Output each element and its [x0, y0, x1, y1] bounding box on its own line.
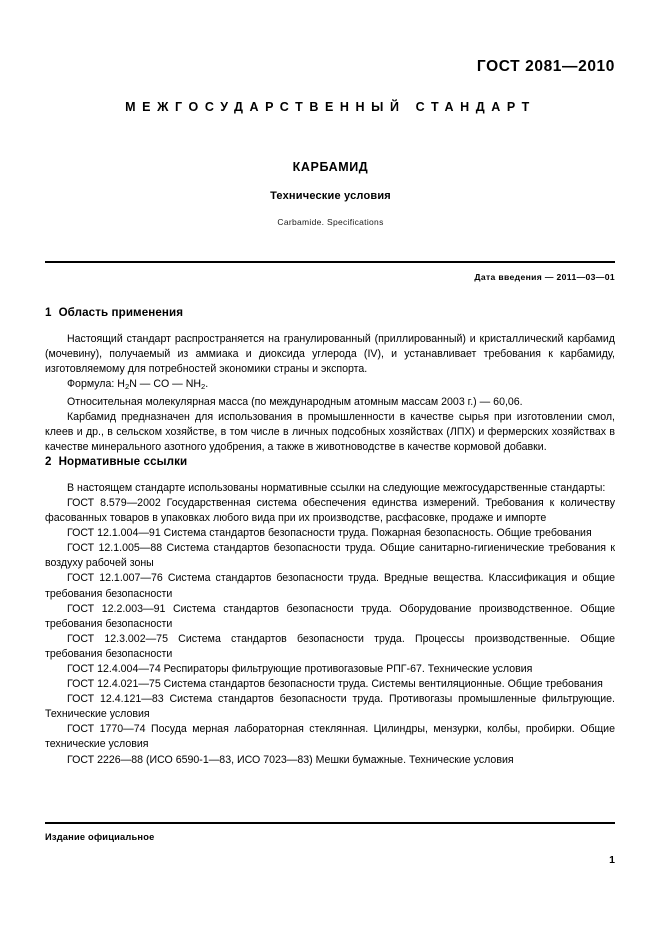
page-subtitle: Технические условия — [270, 190, 391, 202]
section-1-number: 1 — [45, 306, 52, 319]
section-2-heading — [45, 455, 615, 468]
formula-line — [45, 377, 615, 394]
section-2-number: 2 — [45, 454, 52, 468]
edition-note: Издание официальное — [45, 832, 155, 842]
reference-item: ГОСТ 1770—74 Посуда мерная лабораторная стеклянная. Цилиндры, мензурки, колбы, пробирки. Общие технические условия — [45, 723, 615, 751]
section-1-heading — [45, 306, 615, 319]
page-title: КАРБАМИД — [292, 160, 369, 174]
page-title-english: Carbamide. Specifications — [277, 217, 384, 227]
section-2-title: Нормативные ссылки — [58, 454, 188, 468]
reference-item: ГОСТ 2226—88 (ИСО 6590-1—83, ИСО 7023—83) Мешки бумажные. Технические условия — [67, 753, 514, 766]
section-1-paragraph-3: Карбамид предназначен для использования в промышленности в качестве сырья при изготовлении смол, клеев и др., в сельском хозяйстве, в том числе в личных подсобных хозяйствах (ЛПХ) и фермерских хозяйствах в качестве минерального азотного удобрения, а также в животноводстве в качестве кормовой добавки. — [45, 410, 615, 453]
divider-bottom — [45, 822, 615, 824]
page-number: 1 — [609, 854, 615, 866]
section-1-paragraph-1: Настоящий стандарт распространяется на гранулированный (приллированный) и кристаллический карбамид (мочевину), получаемый из аммиака и диоксида углерода (IV), и устанавливает требования к карбамиду, изготовляемому для потребностей экономики страны и экспорта. — [45, 333, 615, 376]
reference-item: ГОСТ 12.1.005—88 Система стандартов безопасности труда. Общие санитарно-гигиенические требования к воздуху рабочей зоны — [45, 542, 615, 570]
section-1-title: Область применения — [58, 306, 184, 319]
reference-item: ГОСТ 12.1.007—76 Система стандартов безопасности труда. Вредные вещества. Классификация и общие требования безопасности — [45, 572, 615, 600]
document-number: ГОСТ 2081—2010 — [476, 58, 615, 75]
reference-item: ГОСТ 12.4.021—75 Система стандартов безопасности труда. Системы вентиляционные. Общие требования — [67, 678, 603, 691]
reference-item: ГОСТ 12.4.004—74 Респираторы фильтрующие противогазовые РПГ-67. Технические условия — [67, 663, 533, 675]
formula-value: $H_2N$ — CO — $NH_2$. — [117, 378, 209, 392]
section-1-paragraph-2: Относительная молекулярная масса (по международным атомным массам 2003 г.) — 60,06. — [67, 395, 523, 408]
reference-item: ГОСТ 12.1.004—91 Система стандартов безопасности труда. Пожарная безопасность. Общие требования — [67, 527, 592, 540]
divider-top — [45, 261, 615, 263]
reference-item: ГОСТ 8.579—2002 Государственная система обеспечения единства измерений. Требования к количеству фасованных товаров в упаковках любого вида при их производстве, расфасовке, продаже и импорте — [45, 496, 615, 525]
section-2-intro: В настоящем стандарте использованы нормативные ссылки на следующие межгосударственные стандарты: — [67, 481, 606, 494]
reference-item: ГОСТ 12.4.121—83 Система стандартов безопасности труда. Противогазы промышленные фильтрующие. Технические условия — [45, 693, 615, 721]
reference-item: ГОСТ 12.2.003—91 Система стандартов безопасности труда. Оборудование производственное. Общие требования безопасности — [45, 602, 615, 630]
document-body — [45, 306, 615, 768]
standard-banner: МЕЖГОСУДАРСТВЕННЫЙ СТАНДАРТ — [125, 100, 536, 114]
formula-label: Формула: — [67, 378, 115, 391]
reference-item: ГОСТ 12.3.002—75 Система стандартов безопасности труда. Процессы производственные. Общие требования безопасности — [45, 632, 615, 660]
introduction-date: Дата введения — 2011—03—01 — [474, 272, 615, 282]
